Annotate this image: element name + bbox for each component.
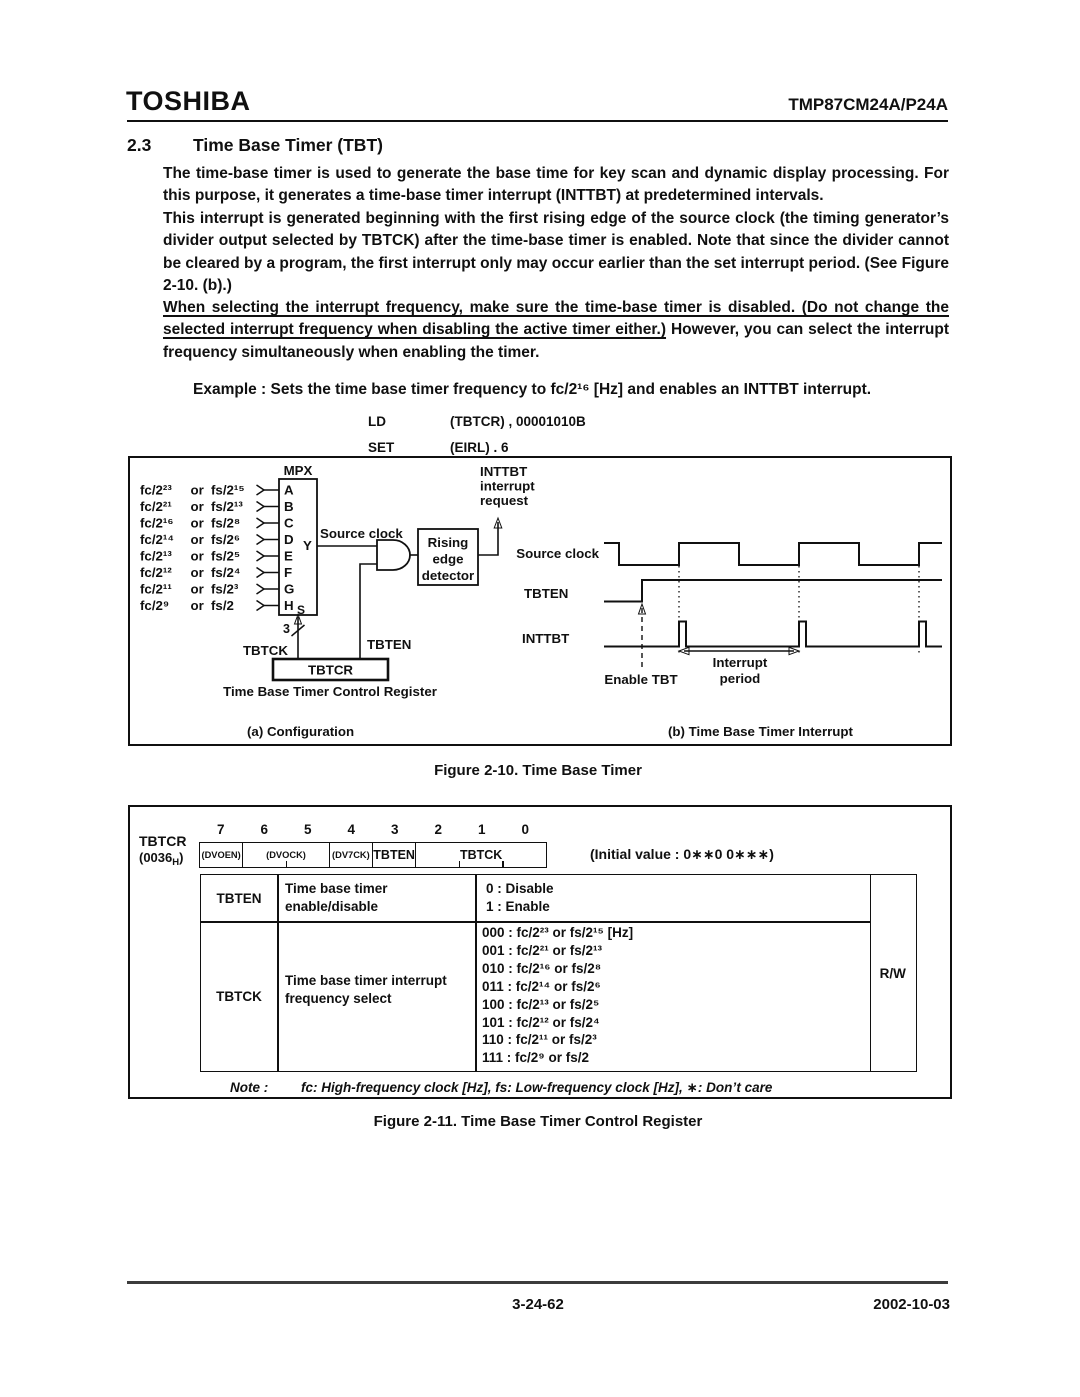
svg-text:fs/2⁸: fs/2⁸ bbox=[211, 515, 241, 531]
warning-underlined-text: When selecting the interrupt frequency, make sure the time-base timer is disabled. (Do not change the selected interrupt frequency when disabling the active timer either.) bbox=[163, 299, 949, 339]
inttbt-request-line2: interrupt bbox=[480, 478, 535, 494]
tbten-waveform bbox=[604, 580, 942, 602]
inttbt-request-line1: INTTBT bbox=[480, 464, 528, 479]
svg-text:fc/2¹¹: fc/2¹¹ bbox=[140, 581, 172, 597]
tbtcr-label: TBTCR bbox=[307, 662, 354, 678]
source-clock-waveform bbox=[604, 543, 942, 565]
code-op-set: SET bbox=[368, 440, 395, 455]
register-description-table bbox=[200, 874, 917, 1072]
field-tick bbox=[502, 861, 504, 867]
section-number: 2.3 bbox=[127, 135, 152, 155]
port-c: C bbox=[284, 515, 294, 531]
document-date: 2002-10-03 bbox=[873, 1296, 950, 1313]
field-dv7ck: (DV7CK) bbox=[330, 843, 373, 867]
tbten-wire-label: TBTEN bbox=[367, 637, 412, 652]
code-arg-set: (EIRL) . 6 bbox=[450, 440, 509, 455]
svg-text:fs/2: fs/2 bbox=[211, 598, 234, 613]
tbtck-description: Time base timer interrupt frequency select bbox=[285, 973, 447, 1006]
header-rule bbox=[127, 120, 948, 122]
field-dvock: (DVOCK) bbox=[243, 843, 330, 867]
and-gate bbox=[377, 540, 410, 570]
inttbt-request-line3: request bbox=[480, 493, 529, 508]
detector-line3: detector bbox=[421, 568, 475, 583]
note-label: Note : bbox=[230, 1080, 269, 1095]
bit-number-row bbox=[199, 822, 547, 838]
svg-text:fs/2⁴: fs/2⁴ bbox=[211, 565, 241, 580]
port-g: G bbox=[284, 581, 295, 597]
register-field-row bbox=[199, 842, 547, 868]
tbtck-wire-label: TBTCK bbox=[242, 643, 288, 658]
register-address: $(0036_H)$ bbox=[139, 850, 184, 868]
svg-text:fc/2¹³: fc/2¹³ bbox=[140, 548, 172, 564]
interrupt-period-label1: Interrupt bbox=[712, 655, 768, 670]
paragraph-interrupt: This interrupt is generated beginning with the first rising edge of the source clock (the timing generator’s divider output selected by TBTCK) after the time-base timer is enabled. Note that since the divider cannot be cleared by a program, the first interrupt only may occur earlier than the set interrupt period. (See Figure 2-10. (b).) bbox=[163, 210, 949, 295]
address-subscript-h: H bbox=[172, 857, 180, 868]
warning-rest-text: However, you can select the interrupt frequency simultaneously when enabling the timer. bbox=[163, 321, 949, 361]
inttbt-waveform bbox=[604, 622, 942, 647]
code-arg-ld: (TBTCR) , 00001010B bbox=[450, 414, 586, 429]
bit-5: 5 bbox=[303, 822, 312, 837]
port-h: H bbox=[284, 598, 294, 613]
input-chevrons bbox=[257, 485, 265, 611]
mpx-input-labels bbox=[140, 483, 245, 614]
svg-text:fc/2⁹: fc/2⁹ bbox=[140, 598, 170, 613]
field-tbtck: TBTCK bbox=[416, 843, 546, 867]
paragraph-intro: The time-base timer is used to generate the base time for key scan and dynamic display processing. For this purpose, it generates a time-base timer interrupt (INTTBT) at predetermined intervals. bbox=[163, 165, 949, 205]
figure-2-10-diagram bbox=[130, 458, 946, 740]
svg-text:or: or bbox=[190, 482, 204, 498]
mpx-ports bbox=[284, 483, 312, 618]
timing-inttbt-label: INTTBT bbox=[522, 631, 570, 646]
svg-text:fc/2¹²: fc/2¹² bbox=[140, 565, 172, 580]
mpx-output-y: Y bbox=[303, 538, 312, 553]
row-name-tbtck: TBTCK bbox=[216, 989, 262, 1004]
detector-line1: Rising bbox=[427, 535, 469, 550]
mpx-label: MPX bbox=[283, 463, 313, 478]
field-dvoen: (DVOEN) bbox=[200, 843, 243, 867]
port-f: F bbox=[284, 565, 293, 580]
bit-1: 1 bbox=[477, 822, 486, 837]
tbten-values: 0 : Disable 1 : Enable bbox=[486, 881, 554, 914]
example-line: Example : Sets the time base timer frequency to fc/2¹⁶ [Hz] and enables an INTTBT interrupt. bbox=[193, 381, 872, 398]
code-op-ld: LD bbox=[368, 414, 386, 429]
row-name-tbten: TBTEN bbox=[216, 890, 262, 906]
svg-text:fc/2¹⁶: fc/2¹⁶ bbox=[140, 515, 174, 531]
svg-text:or: or bbox=[190, 499, 204, 514]
table-divider bbox=[277, 875, 279, 1071]
bit-4: 4 bbox=[347, 822, 355, 837]
svg-text:or: or bbox=[190, 548, 204, 564]
section-title: Time Base Timer (TBT) bbox=[193, 135, 383, 155]
svg-text:fs/2⁶: fs/2⁶ bbox=[211, 532, 241, 547]
port-b: B bbox=[284, 499, 294, 514]
footer-rule bbox=[127, 1281, 948, 1284]
bit-0: 0 bbox=[521, 822, 529, 837]
enable-tbt-label: Enable TBT bbox=[604, 672, 678, 687]
figure-2-11-caption: Figure 2-11. Time Base Timer Control Register bbox=[373, 1113, 703, 1130]
subfigure-b-caption: (b) Time Base Timer Interrupt bbox=[668, 724, 853, 739]
figure-2-10-box bbox=[128, 456, 952, 746]
input-stub-lines bbox=[264, 490, 279, 606]
timing-tbten-label: TBTEN bbox=[524, 586, 569, 601]
tbten-description: Time base timer enable/disable bbox=[285, 881, 388, 914]
svg-text:fs/2¹³: fs/2¹³ bbox=[211, 499, 243, 514]
bit-2: 2 bbox=[434, 822, 442, 837]
port-e: E bbox=[284, 548, 293, 564]
svg-text:fs/2⁵: fs/2⁵ bbox=[211, 548, 241, 564]
timing-source-clock-label: Source clock bbox=[516, 546, 599, 561]
svg-text:or: or bbox=[190, 515, 204, 531]
mpx-select-s: S bbox=[297, 603, 306, 617]
brand-logo-text: TOSHIBA bbox=[126, 86, 251, 116]
bit-3: 3 bbox=[390, 822, 399, 837]
interrupt-period-label2: period bbox=[719, 671, 761, 686]
bit-7: 7 bbox=[216, 822, 225, 837]
part-number: TMP87CM24A/P24A bbox=[788, 95, 948, 114]
svg-text:fs/2³: fs/2³ bbox=[211, 581, 239, 597]
field-tick bbox=[459, 861, 461, 867]
svg-text:fs/2¹⁵: fs/2¹⁵ bbox=[211, 482, 245, 498]
subfigure-a-caption: (a) Configuration bbox=[247, 724, 355, 739]
page-number: 3-24-62 bbox=[512, 1296, 564, 1313]
bus-width-label: 3 bbox=[283, 622, 290, 636]
port-a: A bbox=[284, 482, 294, 498]
figure-2-11-box bbox=[128, 805, 952, 1099]
field-tbten: TBTEN bbox=[373, 843, 416, 867]
svg-text:or: or bbox=[190, 581, 204, 597]
register-name: TBTCR bbox=[139, 833, 187, 849]
table-divider bbox=[475, 875, 477, 1071]
bit-6: 6 bbox=[260, 822, 268, 837]
svg-text:or: or bbox=[190, 565, 204, 580]
detector-line2: edge bbox=[432, 551, 464, 567]
svg-text:fc/2²¹: fc/2²¹ bbox=[140, 499, 172, 514]
source-clock-wire-label: Source clock bbox=[320, 526, 403, 541]
svg-text:or: or bbox=[190, 532, 204, 547]
field-tick bbox=[286, 861, 288, 867]
read-write-cell: R/W bbox=[879, 965, 906, 981]
note-text: fc: High-frequency clock [Hz], fs: Low-frequency clock [Hz], ∗: Don’t care bbox=[301, 1080, 773, 1095]
table-row-divider bbox=[201, 921, 870, 923]
svg-text:or: or bbox=[190, 598, 204, 613]
tbtck-values: 000 : fc/2²³ or fs/2¹⁵ [Hz] 001 : fc/2²¹ or fs/2¹³ 010 : fc/2¹⁶ or fs/2⁸ 011 : fc/2¹⁴ or fs/2⁶ 100 : fc/2¹³ or fs/2⁵ 101 : fc/2¹² or fs/2⁴ 110 : fc/2¹¹ or fs/2³ 111 : fc/2⁹ or fs/2 bbox=[482, 925, 634, 1066]
port-d: D bbox=[284, 532, 294, 547]
svg-text:fc/2¹⁴: fc/2¹⁴ bbox=[140, 532, 174, 547]
tbtcr-caption: Time Base Timer Control Register bbox=[223, 684, 437, 699]
svg-text:fc/2²³: fc/2²³ bbox=[140, 482, 172, 498]
initial-value: (Initial value : 0∗∗0 0∗∗∗) bbox=[590, 846, 774, 862]
paragraph-warning bbox=[163, 297, 949, 364]
figure-2-10-caption: Figure 2-10. Time Base Timer bbox=[434, 762, 642, 779]
